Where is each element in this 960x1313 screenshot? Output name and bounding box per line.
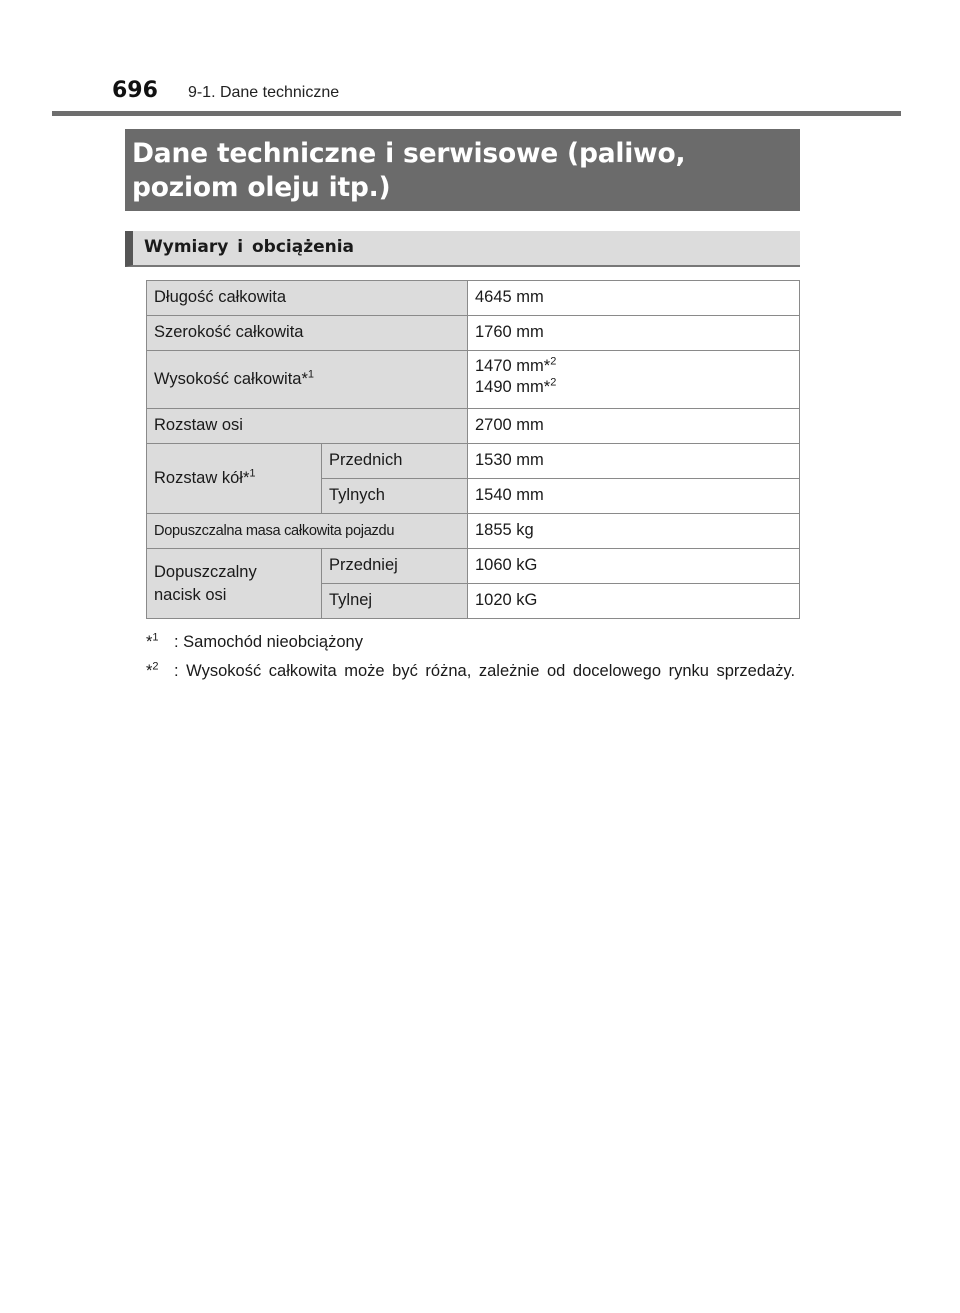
axle-front-label: Przedniej	[322, 549, 468, 584]
table-row	[147, 444, 800, 479]
height-value-cell	[468, 351, 800, 409]
height-label: Wysokość całkowita*	[154, 370, 308, 388]
asterisk: *	[146, 633, 153, 651]
axle-label-line1: Dopuszczalny	[154, 563, 257, 581]
height-value-1: 1470 mm*	[475, 357, 551, 375]
track-label-cell	[147, 444, 322, 514]
footnote-text: : Samochód nieobciążony	[174, 633, 363, 651]
dimensions-table	[146, 280, 800, 619]
footnote-ref: 1	[307, 368, 315, 381]
track-label: Rozstaw kół*	[154, 469, 250, 487]
track-rear-label: Tylnych	[322, 479, 468, 514]
track-rear-value: 1540 mm	[468, 479, 800, 514]
table-row	[147, 409, 800, 444]
footnote-number: 1	[152, 631, 159, 644]
width-label: Szerokość całkowita	[147, 316, 468, 351]
section-reference: 9-1. Dane techniczne	[187, 84, 340, 101]
gvw-label: Dopuszczalna masa całkowita pojazdu	[147, 514, 468, 549]
page-header	[112, 78, 339, 103]
page-number: 696	[112, 78, 158, 103]
width-value: 1760 mm	[468, 316, 800, 351]
table-row	[147, 281, 800, 316]
track-front-label: Przednich	[322, 444, 468, 479]
footnote-ref: 2	[550, 355, 557, 368]
footnotes	[146, 630, 799, 688]
wheelbase-value: 2700 mm	[468, 409, 800, 444]
axle-front-value: 1060 kG	[468, 549, 800, 584]
footnote-number: 2	[152, 660, 159, 673]
wheelbase-label: Rozstaw osi	[147, 409, 468, 444]
subsection-title: Wymiary i obciążenia	[125, 231, 800, 267]
footnote-text: : Wysokość całkowita może być różna, zależnie od docelowego rynku sprzedaży.	[174, 662, 796, 680]
axle-label-line2: nacisk osi	[154, 586, 227, 604]
axle-rear-label: Tylnej	[322, 584, 468, 619]
footnote-2	[146, 659, 799, 684]
axle-label-cell	[147, 549, 322, 619]
length-value: 4645 mm	[468, 281, 800, 316]
track-front-value: 1530 mm	[468, 444, 800, 479]
asterisk: *	[146, 662, 153, 680]
footnote-ref: 1	[249, 467, 256, 480]
height-label-cell	[147, 351, 468, 409]
page-title: Dane techniczne i serwisowe (paliwo, poziom oleju itp.)	[125, 129, 800, 211]
gvw-value: 1855 kg	[468, 514, 800, 549]
height-value-2: 1490 mm*	[475, 378, 551, 396]
length-label: Długość całkowita	[147, 281, 468, 316]
header-rule	[52, 111, 901, 116]
axle-rear-value: 1020 kG	[468, 584, 800, 619]
table-row	[147, 514, 800, 549]
table-row	[147, 316, 800, 351]
footnote-ref: 2	[550, 376, 557, 389]
table-row	[147, 549, 800, 584]
footnote-1	[146, 630, 799, 655]
footnote-mark	[146, 630, 174, 655]
footnote-mark	[146, 659, 174, 684]
table-row	[147, 351, 800, 409]
